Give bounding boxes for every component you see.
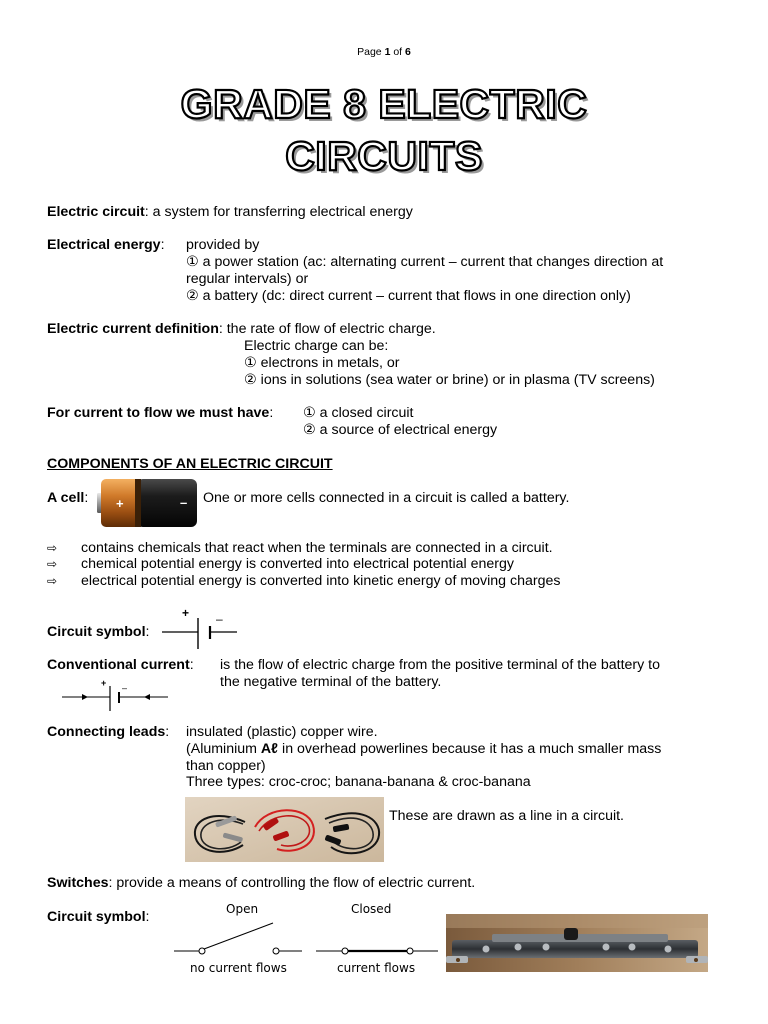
aluminium-symbol: Aℓ (260, 741, 279, 757)
conventional-current-line-1: is the flow of electric charge from the positive terminal of the battery to (220, 657, 661, 673)
electrical-energy-item-1-line-1: ① a power station (ac: alternating current – current that changes direction at (186, 254, 664, 270)
leads-line-3: than copper) (186, 758, 266, 774)
electrical-energy-term: Electrical energy (47, 237, 161, 253)
current-definition-term: Electric current definition (47, 321, 219, 337)
switch-open-label: Open (226, 902, 259, 916)
switches-text: : provide a means of controlling the flow of electric current. (108, 875, 476, 891)
cell-bullet-1: contains chemicals that react when the terminals are connected in a circuit. (81, 540, 553, 556)
leads-line-2 (186, 741, 661, 758)
switch-circuit-symbols (168, 898, 442, 980)
page-number (0, 44, 768, 61)
leads-line-1: insulated (plastic) copper wire. (186, 724, 378, 740)
switches-term: Switches (47, 875, 109, 891)
charge-item-2: ② ions in solutions (sea water or brine) or in plasma (TV screens) (244, 372, 655, 388)
conventional-minus: – (122, 683, 128, 693)
title-line-2: CIRCUITS (285, 133, 483, 179)
conventional-current-term: Conventional current (47, 657, 190, 673)
current-definition-line (47, 321, 436, 338)
page-number-of: of (390, 46, 406, 58)
switch-symbol-label (47, 909, 150, 926)
title-line-1: GRADE 8 ELECTRIC (180, 81, 588, 127)
leads-line-4: Three types: croc-croc; banana-banana & croc-banana (186, 774, 531, 790)
current-definition-text: : the rate of flow of electric charge. (218, 321, 436, 337)
right-arrow-icon: ⇨ (47, 557, 58, 571)
battery-plus-sign: + (116, 496, 124, 511)
electrical-energy-label (47, 237, 165, 254)
cell-symbol-colon: : (145, 624, 150, 640)
cell-symbol-label (47, 624, 150, 641)
connecting-leads-photo (185, 797, 384, 862)
switch-closed-caption: current flows (337, 961, 416, 975)
switches-line (47, 875, 475, 892)
cell-circuit-symbol (160, 605, 242, 651)
cell-bullet-3: electrical potential energy is converted into kinetic energy of moving charges (81, 573, 561, 589)
electrical-energy-colon: : (160, 237, 165, 253)
leads-line-2-post: in overhead powerlines because it has a much smaller mass (278, 741, 662, 757)
current-flow-colon: : (269, 405, 274, 421)
charge-intro: Electric charge can be: (244, 338, 389, 354)
electrical-energy-item-1-line-2: regular intervals) or (186, 271, 309, 287)
conventional-current-diagram (58, 676, 174, 712)
connecting-leads-colon: : (165, 724, 170, 740)
page-number-total: 6 (405, 46, 411, 58)
current-flow-label (47, 405, 273, 422)
current-flow-item-2: ② a source of electrical energy (303, 422, 498, 438)
cell-label (47, 490, 88, 507)
cell-bullet-2: chemical potential energy is converted into electrical potential energy (81, 556, 514, 572)
cell-symbol-term: Circuit symbol (47, 624, 146, 640)
conventional-current-line-2: the negative terminal of the battery. (220, 674, 442, 690)
cell-description: One or more cells connected in a circuit is called a battery. (203, 490, 570, 506)
current-flow-item-1: ① a closed circuit (303, 405, 414, 421)
current-flow-term: For current to flow we must have (47, 405, 270, 421)
cell-colon: : (84, 490, 89, 506)
electric-circuit-term: Electric circuit (47, 204, 145, 220)
leads-photo-caption: These are drawn as a line in a circuit. (389, 808, 624, 824)
conventional-current-colon: : (189, 657, 194, 673)
electric-circuit-definition (47, 204, 413, 221)
battery-minus-sign: – (180, 495, 188, 510)
page-number-prefix: Page (357, 46, 385, 58)
knife-switch-photo (446, 914, 708, 972)
cell-symbol-minus: – (216, 612, 223, 626)
switch-symbol-colon: : (145, 909, 150, 925)
right-arrow-icon: ⇨ (47, 541, 58, 555)
cell-term: A cell (47, 490, 85, 506)
switch-open-caption: no current flows (190, 961, 287, 975)
switch-closed-label: Closed (351, 902, 392, 916)
switch-symbol-term: Circuit symbol (47, 909, 146, 925)
charge-item-1: ① electrons in metals, or (244, 355, 400, 371)
electrical-energy-item-2: ② a battery (dc: direct current – current that flows in one direction only) (186, 288, 631, 304)
components-heading: COMPONENTS OF AN ELECTRIC CIRCUIT (47, 456, 333, 472)
conventional-current-label (47, 657, 194, 674)
cell-symbol-plus: + (182, 606, 190, 620)
right-arrow-icon: ⇨ (47, 574, 58, 588)
connecting-leads-term: Connecting leads (47, 724, 166, 740)
conventional-plus: + (101, 678, 107, 688)
connecting-leads-label (47, 724, 169, 741)
page-number-current: 1 (384, 46, 391, 58)
leads-line-2-pre: (Aluminium (186, 741, 261, 757)
battery-cell-image (97, 476, 199, 530)
electric-circuit-text: : a system for transferring electrical energy (144, 204, 413, 220)
electrical-energy-intro: provided by (186, 237, 260, 253)
